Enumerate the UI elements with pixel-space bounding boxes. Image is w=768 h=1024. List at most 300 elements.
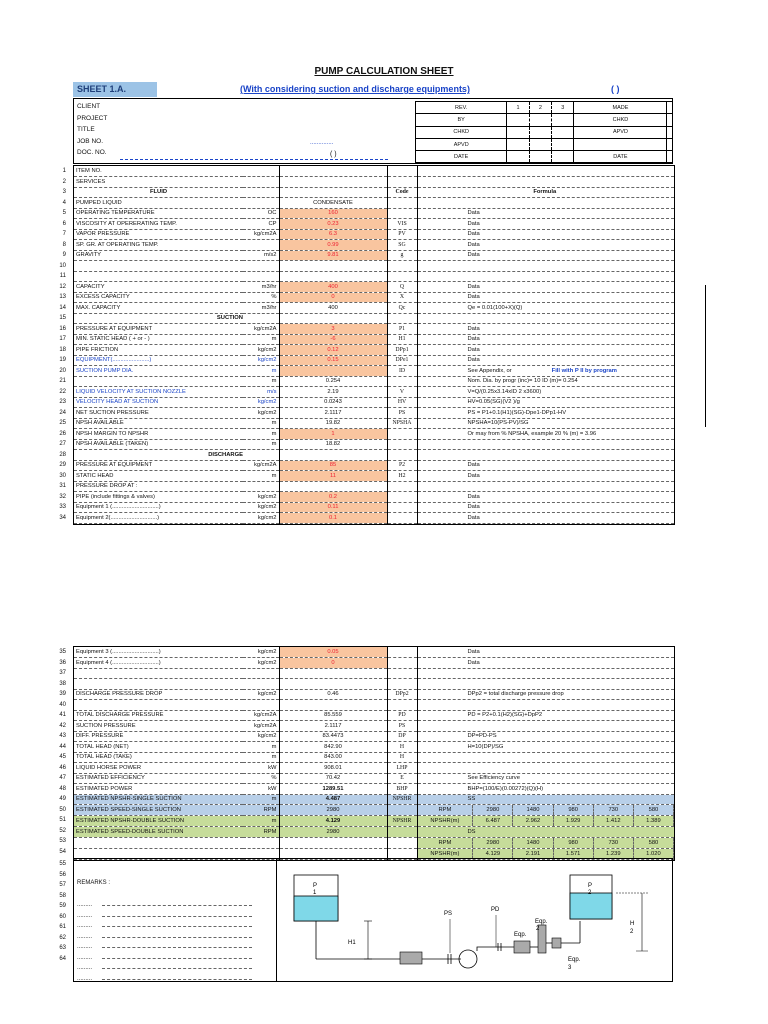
table-row — [74, 731, 674, 742]
table-row — [74, 492, 674, 503]
remark-line[interactable] — [77, 932, 267, 943]
doc-fill: ( ) — [330, 151, 337, 158]
row-unit — [243, 187, 279, 198]
row-label — [74, 668, 243, 679]
row-code: DP — [387, 731, 417, 742]
row-value: 83.4473 — [279, 731, 387, 742]
row-formula: Data — [417, 240, 674, 251]
row-code: X — [387, 292, 417, 303]
row-unit: m — [243, 418, 279, 429]
subtable-value: 1.571 — [554, 849, 594, 859]
row-code — [387, 837, 417, 848]
subtable-cell — [417, 837, 674, 848]
row-label: SP. GR. AT OPERATING TEMP. — [74, 240, 243, 251]
row-code: NPSHA — [387, 418, 417, 429]
row-label: SUCTION — [74, 313, 243, 324]
row-unit: CP — [243, 219, 279, 230]
row-code — [387, 647, 417, 658]
row-formula: Data — [417, 502, 674, 513]
row-value: 18.82 — [279, 439, 387, 450]
row-formula: PD = P2+0.1(H2)(SG)+DpP2 — [417, 710, 674, 721]
row-label: PIPE (include fittings & valves) — [74, 492, 243, 503]
row-value — [279, 450, 387, 461]
rev-cell — [529, 126, 551, 138]
row-value: 70.42 — [279, 773, 387, 784]
row-formula — [417, 313, 674, 324]
table-row — [74, 208, 674, 219]
remark-line[interactable] — [77, 911, 267, 922]
row-number: 53 — [59, 838, 66, 844]
main-table-2 — [73, 646, 675, 861]
table-row — [74, 429, 674, 440]
row-unit: m — [243, 334, 279, 345]
sheet-paren: ( ) — [611, 84, 620, 94]
row-value: 1289.51 — [279, 784, 387, 795]
row-formula — [417, 198, 674, 209]
row-label: PUMPED LIQUID — [74, 198, 243, 209]
row-value[interactable]: 1 — [279, 429, 387, 440]
table-row — [74, 418, 674, 429]
header-label: PROJECT — [77, 114, 108, 122]
tank-2-label: P — [588, 883, 593, 889]
subtable-value: 980 — [554, 838, 594, 848]
table-row — [74, 481, 674, 492]
row-formula: Data — [417, 292, 674, 303]
rev-cell: APVD — [574, 126, 667, 138]
row-number: 27 — [59, 441, 66, 447]
row-value — [279, 187, 387, 198]
row-number: 21 — [59, 378, 66, 384]
table-row — [74, 387, 674, 398]
row-value[interactable]: 3 — [279, 324, 387, 335]
row-label: DISCHARGE — [74, 450, 243, 461]
row-number: 34 — [59, 514, 66, 521]
row-code: VIS — [387, 219, 417, 230]
row-value[interactable]: -6 — [279, 334, 387, 345]
row-unit: kg/cm2 — [243, 647, 279, 658]
row-number: 42 — [59, 722, 66, 729]
row-formula: Data — [417, 219, 674, 230]
row-value — [279, 679, 387, 690]
eq3-sub: 3 — [568, 965, 572, 971]
row-number: 23 — [59, 399, 66, 405]
row-label: ESTIMATED EFFICIENCY — [74, 773, 243, 784]
row-label: LIQUID HORSE POWER — [74, 763, 243, 774]
rev-cell — [529, 114, 551, 126]
row-number: 43 — [59, 733, 66, 739]
subtable-value: 1.389 — [634, 816, 674, 826]
row-value[interactable]: 0.1 — [279, 513, 387, 524]
row-unit: kg/cm2A — [243, 324, 279, 335]
rev-cell — [507, 138, 529, 150]
rev-cell: DATE — [574, 151, 667, 163]
table-row — [74, 355, 674, 366]
pump-diagram — [276, 859, 673, 980]
rev-cell — [507, 126, 529, 138]
row-unit: kg/cm2 — [243, 408, 279, 419]
row-numbers-2 — [48, 647, 66, 857]
ps-label: PS — [444, 911, 453, 917]
table-row — [74, 700, 674, 711]
row-value[interactable]: 11 — [279, 471, 387, 482]
sheet-title: PUMP CALCULATION SHEET — [314, 66, 454, 77]
row-value: 2.1117 — [279, 721, 387, 732]
row-number: 13 — [59, 294, 66, 300]
row-formula: DS — [417, 827, 674, 838]
row-code: Qc — [387, 303, 417, 314]
row-code — [387, 513, 417, 524]
rev-cell — [552, 151, 574, 163]
row-code: E — [387, 773, 417, 784]
row-formula: Data — [417, 492, 674, 503]
row-code — [387, 679, 417, 690]
table-row — [74, 439, 674, 450]
row-code: PD — [387, 710, 417, 721]
remark-line[interactable] — [77, 921, 267, 932]
subtable-cell — [417, 816, 674, 827]
rev-cell — [552, 114, 574, 126]
row-code — [387, 208, 417, 219]
row-label: MAX. CAPACITY — [74, 303, 243, 314]
remark-underline — [102, 963, 252, 969]
row-label: DISCHARGE PRESSURE DROP — [74, 689, 243, 700]
subtable-value: 1480 — [513, 805, 553, 815]
rev-cell — [667, 138, 673, 150]
row-number: 4 — [62, 199, 66, 206]
row-number: 19 — [59, 357, 66, 363]
table-row — [74, 513, 674, 524]
row-label — [74, 837, 243, 848]
remark-underline — [102, 911, 252, 917]
remark-underline — [102, 921, 252, 927]
row-value[interactable] — [279, 366, 387, 377]
rev-cell: 1 — [507, 102, 529, 114]
row-formula: Data — [417, 324, 674, 335]
row-value[interactable]: 400 — [279, 282, 387, 293]
row-value[interactable]: 85 — [279, 460, 387, 471]
row-number: 22 — [59, 388, 66, 395]
subtable-value: 1.929 — [554, 816, 594, 826]
row-number: 49 — [59, 796, 66, 802]
row-unit — [243, 271, 279, 282]
row-value[interactable]: 0.15 — [279, 355, 387, 366]
row-number: 36 — [59, 659, 66, 666]
subtable-value: 1.020 — [634, 849, 674, 859]
job-fill: .............. — [310, 140, 334, 146]
eq1-label: Eqp. — [514, 932, 527, 938]
row-unit: m — [243, 366, 279, 377]
row-formula — [417, 763, 674, 774]
row-unit: m3/hr — [243, 282, 279, 293]
row-number: 61 — [59, 924, 66, 930]
row-value[interactable]: 160 — [279, 208, 387, 219]
row-number: 10 — [59, 262, 66, 269]
row-code: PV — [387, 229, 417, 240]
table-row — [74, 397, 674, 408]
row-number: 59 — [59, 903, 66, 909]
row-value[interactable]: 6.3 — [279, 229, 387, 240]
row-code: P2 — [387, 460, 417, 471]
row-formula: NPSHA=10(PS-PV)/SG — [417, 418, 674, 429]
table-row — [74, 250, 674, 261]
row-value[interactable]: 0.12 — [279, 345, 387, 356]
row-code — [387, 805, 417, 816]
row-value — [279, 313, 387, 324]
rev-cell — [507, 114, 529, 126]
row-unit: m — [243, 376, 279, 387]
row-unit: kg/cm2 — [243, 731, 279, 742]
row-label: NPSH MARGIN TO NPSHR — [74, 429, 243, 440]
rev-cell: CHKD — [574, 114, 667, 126]
table-row — [74, 219, 674, 230]
row-formula: HV=0.05(SG)(V2 )/g — [417, 397, 674, 408]
row-label: CAPACITY — [74, 282, 243, 293]
row-formula: Data — [417, 460, 674, 471]
row-value — [279, 271, 387, 282]
table-row — [74, 177, 674, 188]
h2-label: H — [630, 921, 635, 927]
row-number: 52 — [59, 827, 66, 834]
row-value[interactable]: 0.11 — [279, 502, 387, 513]
remark-line[interactable] — [77, 974, 267, 985]
rev-cell: REV. — [416, 102, 507, 114]
remark-underline — [102, 942, 252, 948]
tank-1-liquid — [294, 896, 338, 921]
row-formula: Data — [417, 250, 674, 261]
row-code — [387, 429, 417, 440]
doc-line — [120, 159, 388, 160]
row-code: NPSHR — [387, 816, 417, 827]
equipment-2-box — [514, 941, 530, 953]
table-row — [74, 721, 674, 732]
remark-underline — [102, 932, 252, 938]
row-unit: kg/cm2 — [243, 689, 279, 700]
row-label: PRESSURE DROP AT : — [74, 481, 243, 492]
row-unit — [243, 481, 279, 492]
row-code — [387, 439, 417, 450]
row-label: STATIC HEAD — [74, 471, 243, 482]
table-row — [74, 668, 674, 679]
row-label: PIPE FRICTION — [74, 345, 243, 356]
row-value: 908.01 — [279, 763, 387, 774]
row-value: 4.487 — [279, 794, 387, 805]
row-label: MIN. STATIC HEAD ( + or - ) — [74, 334, 243, 345]
row-label: OPERATING TEMPERATURE — [74, 208, 243, 219]
row-number: 58 — [59, 892, 66, 899]
tank-1-sub: 1 — [313, 890, 317, 896]
remark-dots: ......... — [77, 944, 93, 950]
row-unit: m/s — [243, 387, 279, 398]
row-value[interactable]: 0.23 — [279, 219, 387, 230]
row-value[interactable]: 9.81 — [279, 250, 387, 261]
table-row — [74, 334, 674, 345]
header-label: JOB NO. — [77, 137, 104, 145]
row-number: 64 — [59, 955, 66, 962]
rev-cell: CHKD — [416, 126, 507, 138]
row-label: FLUID — [74, 187, 243, 198]
row-label — [74, 261, 243, 272]
subtable-cell — [417, 805, 674, 816]
row-label: SERVICES — [74, 177, 243, 188]
table-row — [74, 313, 674, 324]
row-number: 33 — [59, 504, 66, 510]
row-number: 18 — [59, 346, 66, 353]
row-unit: m — [243, 471, 279, 482]
remark-line[interactable] — [77, 900, 267, 911]
row-unit: RPM — [243, 805, 279, 816]
remark-line[interactable] — [77, 953, 267, 964]
row-label: Equipment 2(.............................) — [74, 513, 243, 524]
row-number: 1 — [62, 168, 66, 174]
row-unit: kg/cm2A — [243, 710, 279, 721]
row-code: DPp1 — [387, 345, 417, 356]
rev-cell: DATE — [416, 151, 507, 163]
table-row — [74, 450, 674, 461]
row-code — [387, 827, 417, 838]
row-numbers-3 — [48, 859, 66, 964]
row-number: 3 — [62, 189, 66, 195]
row-number: 38 — [59, 680, 66, 687]
row-label: Equipment 3 (.............................) — [74, 647, 243, 658]
row-code — [387, 700, 417, 711]
row-unit: kg/cm2A — [243, 229, 279, 240]
row-value: 2.1117 — [279, 408, 387, 419]
rev-cell — [529, 138, 551, 150]
row-code — [387, 198, 417, 209]
h1-label: H1 — [348, 940, 356, 946]
row-number: 40 — [59, 701, 66, 708]
row-label: ITEM NO. — [74, 166, 243, 177]
table-row — [74, 261, 674, 272]
table-row — [74, 324, 674, 335]
tank-2-sub: 2 — [588, 890, 592, 896]
row-formula: Data — [417, 282, 674, 293]
row-label: PRESSURE AT EQUIPMENT — [74, 460, 243, 471]
remark-underline — [102, 953, 252, 959]
rev-cell — [552, 138, 574, 150]
row-value[interactable]: 0.2 — [279, 492, 387, 503]
row-formula: Data — [417, 471, 674, 482]
row-code: DPp2 — [387, 689, 417, 700]
row-label: TOTAL HEAD (NET) — [74, 742, 243, 753]
row-value: 2980 — [279, 827, 387, 838]
row-formula — [417, 679, 674, 690]
row-unit: m/s2 — [243, 250, 279, 261]
equipment-4-box — [552, 938, 561, 948]
remark-line[interactable] — [77, 963, 267, 974]
row-unit: OC — [243, 208, 279, 219]
row-code — [387, 668, 417, 679]
row-unit — [243, 198, 279, 209]
row-code: PS — [387, 721, 417, 732]
row-formula: Formula — [417, 187, 674, 198]
subtable-value: 2980 — [473, 805, 513, 815]
row-value[interactable]: 0.99 — [279, 240, 387, 251]
row-number: 11 — [59, 273, 66, 279]
row-code — [387, 271, 417, 282]
row-unit: m — [243, 752, 279, 763]
row-number: 20 — [59, 367, 66, 374]
subtable-value: 730 — [594, 838, 634, 848]
row-code — [387, 450, 417, 461]
subtable-value: 730 — [594, 805, 634, 815]
equipment-1-box — [400, 952, 422, 964]
row-value: 400 — [279, 303, 387, 314]
row-value — [279, 481, 387, 492]
row-number: 39 — [59, 691, 66, 697]
row-unit: kg/cm2 — [243, 355, 279, 366]
row-formula: Data — [417, 647, 674, 658]
row-number: 63 — [59, 945, 66, 951]
table-row — [74, 837, 674, 848]
row-label: EXCESS CAPACITY — [74, 292, 243, 303]
row-unit: m — [243, 439, 279, 450]
row-label: ESTIMATED NPSHR-SINGLE SUCTION — [74, 794, 243, 805]
row-code: LHP — [387, 763, 417, 774]
row-value — [279, 166, 387, 177]
row-value: 85.559 — [279, 710, 387, 721]
table-row — [74, 647, 674, 658]
row-label: ESTIMATED SPEED-DOUBLE SUCTION — [74, 827, 243, 838]
row-formula: Data — [417, 345, 674, 356]
row-formula — [417, 439, 674, 450]
remark-dots: ......... — [77, 912, 93, 919]
row-value[interactable]: 0 — [279, 658, 387, 669]
row-number: 35 — [59, 649, 66, 655]
remark-line[interactable] — [77, 942, 267, 953]
row-unit: kg/cm2 — [243, 492, 279, 503]
row-value[interactable]: 0 — [279, 292, 387, 303]
row-label: GRAVITY — [74, 250, 243, 261]
row-value — [279, 700, 387, 711]
row-code: HV — [387, 397, 417, 408]
row-formula: Or may from % NPSHA, example 20 % (m) = 3.96 — [417, 429, 674, 440]
remark-underline — [102, 900, 252, 906]
subtable-value: 2.962 — [513, 816, 553, 826]
row-number: 41 — [59, 712, 66, 718]
row-label: ESTIMATED POWER — [74, 784, 243, 795]
subtable-value: 1480 — [513, 838, 553, 848]
row-label: LIQUID VELOCITY AT SUCTION NOZZLE — [74, 387, 243, 398]
header-label: CLIENT — [77, 103, 101, 110]
row-unit — [243, 700, 279, 711]
row-unit: kg/cm2 — [243, 397, 279, 408]
program-note: Fill with P II by program — [551, 367, 617, 374]
row-label: VAPOR PRESSURE — [74, 229, 243, 240]
tank-2-liquid — [570, 893, 612, 919]
rev-cell: 3 — [552, 102, 574, 114]
row-label: ESTIMATED NPSHR-DOUBLE SUCTION — [74, 816, 243, 827]
row-unit — [243, 679, 279, 690]
rev-cell: APVD — [416, 138, 507, 150]
row-number: 16 — [59, 325, 66, 332]
row-number: 9 — [62, 252, 66, 258]
row-formula: V=Q/(0.25x3.14xID 2 x3600) — [417, 387, 674, 398]
row-value: 2980 — [279, 805, 387, 816]
row-value[interactable]: 0.05 — [279, 647, 387, 658]
row-number: 12 — [59, 283, 66, 290]
row-unit: kg/cm2 — [243, 658, 279, 669]
row-unit: RPM — [243, 827, 279, 838]
row-code — [387, 313, 417, 324]
subtable-value: NPSHR(m) — [418, 849, 474, 859]
subtable-value: 980 — [554, 805, 594, 815]
row-formula — [417, 752, 674, 763]
row-code — [387, 481, 417, 492]
h2-sub: 2 — [630, 929, 634, 935]
sheet-label: SHEET 1.A. — [73, 82, 157, 97]
row-unit — [243, 668, 279, 679]
